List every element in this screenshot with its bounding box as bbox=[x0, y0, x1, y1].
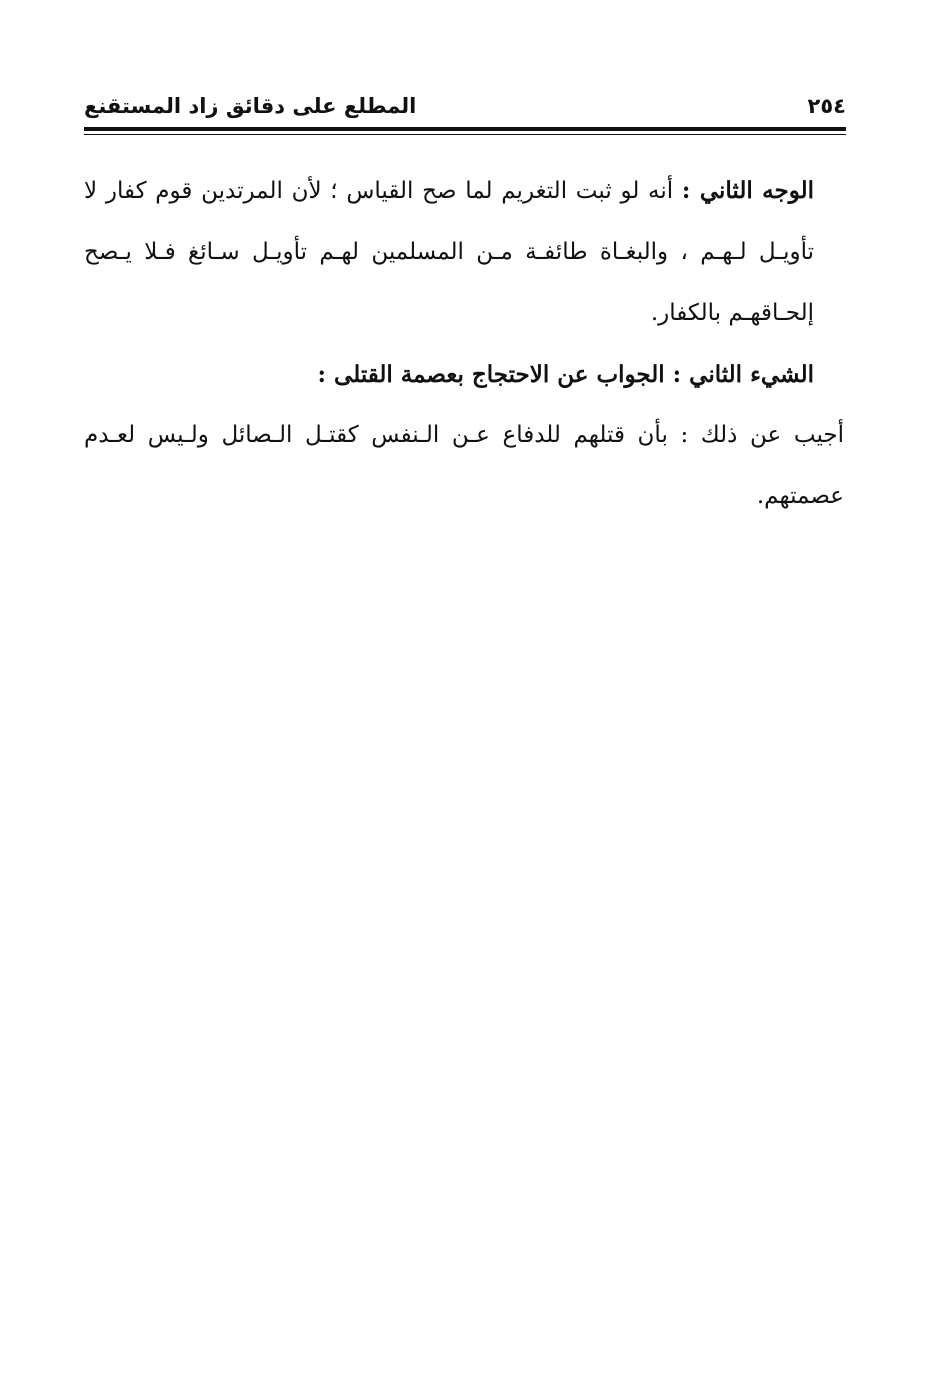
paragraph-body: أنه لو ثبت التغريم لما صح القياس ؛ لأن المرتدين قوم كفار لا تأويـل لـهـم ، والبغـاة طائفـة مـن المسلمين لهـم تأويـل سـائغ فـلا يـصح إلحـاقهـم بالكفار. bbox=[84, 178, 814, 326]
page-header bbox=[84, 92, 846, 126]
header-rule-thin bbox=[84, 134, 846, 135]
paragraph-second-aspect bbox=[84, 160, 844, 344]
page-number: ٢٥٤ bbox=[807, 94, 846, 118]
paragraph-answer: أجيب عن ذلك : بأن قتلهم للدفاع عـن الـنفس كقتـل الـصائل ولـيس لعـدم عصمتهم. bbox=[84, 422, 844, 509]
header-rule-thick bbox=[84, 127, 846, 131]
paragraph-lead: الوجه الثاني : bbox=[681, 177, 814, 204]
running-title: المطلع على دقائق زاد المستقنع bbox=[84, 94, 417, 118]
section-heading: الشيء الثاني : الجواب عن الاحتجاج بعصمة القتلى : bbox=[317, 361, 814, 388]
main-text bbox=[84, 160, 844, 527]
